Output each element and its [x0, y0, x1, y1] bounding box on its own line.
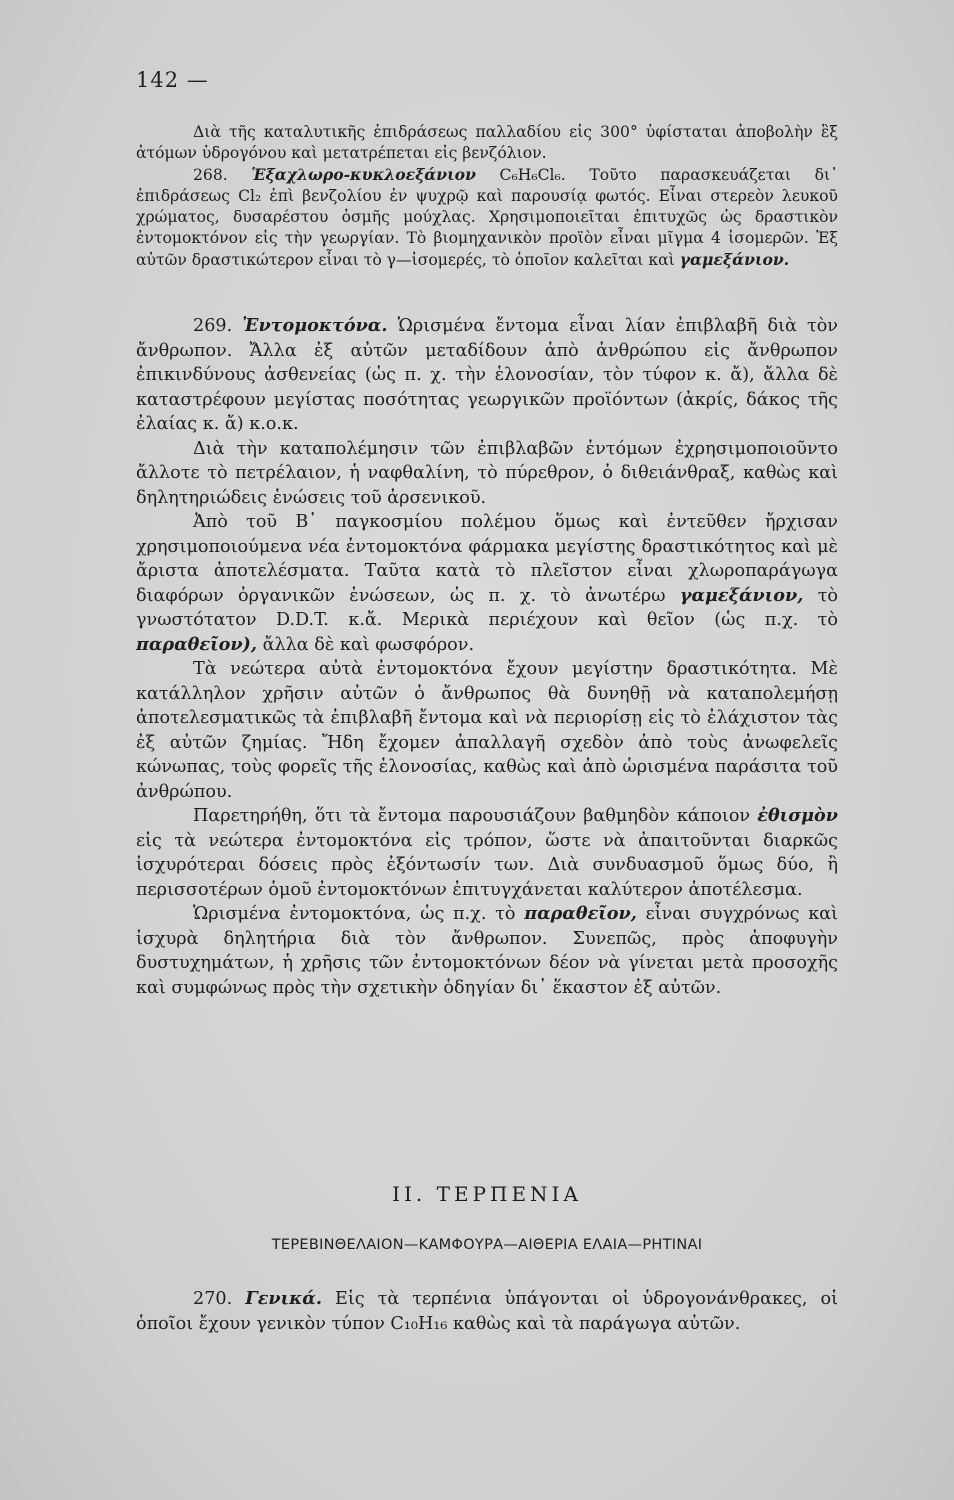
paragraph-old-methods: Διὰ τὴν καταπολέμησιν τῶν ἐπιβλαβῶν ἐντόμων ἐχρησιμοποιοῦντο ἄλλοτε τὸ πετρέλαιον, ἡ ναφθαλίνη, τὸ πύρεθρον, ὁ διθειάνθραξ, καθὼς καὶ δηλητηριώδεις ἑνώσεις τοῦ ἀρσενικοῦ. — [136, 438, 838, 508]
term-gammexane: γαμεξάνιον. — [679, 250, 790, 269]
paragraph-text: Παρετηρήθη, ὅτι τὰ ἔντομα παρουσιάζουν βαθμηδὸν κάποιον — [193, 806, 751, 826]
section-large-text — [136, 314, 838, 1000]
term-habituation: ἐθισμὸν — [757, 805, 838, 826]
section-small-text — [136, 122, 838, 271]
term-parathion: παραθεῖον), — [136, 633, 257, 655]
page-number: 142 — — [136, 68, 209, 92]
term-insecticides: Ἐντομοκτόνα. — [242, 315, 388, 336]
paragraph-resistance — [136, 804, 838, 902]
paragraph-text: ἄλλα δὲ καὶ φωσφόρον. — [262, 634, 475, 655]
paragraph-text: τὸ γνωστότατον D.D.T. κ.ἄ. Μερικὰ περιέχουν καὶ θεῖον (ὡς π.χ. τὸ — [136, 585, 839, 630]
paragraph-effectiveness: Τὰ νεώτερα αὐτὰ ἐντομοκτόνα ἔχουν μεγίστην δραστικότητα. Μὲ κατάλληλον χρῆσιν αὐτῶν ὁ ἄνθρωπος θὰ δυνηθῇ νὰ καταπολεμήσῃ ἀποτελεσματικῶς τὰ ἐπιβλαβῆ ἔντομα καὶ νὰ περιορίσῃ εἰς τὸ ἐλάχιστον τὰς ἐξ αὐτῶν ζημίας. Ἤδη ἔχομεν ἀπαλλαγῆ σχεδὸν ἀπὸ τοὺς ἀνωφελεῖς κώνωπας, τοὺς φορεῖς τῆς ἑλονοσίας, καθὼς καὶ ἀπὸ ὡρισμένα παράσιτα τοῦ ἀνθρώπου. — [136, 659, 838, 802]
paragraph-intro: Διὰ τῆς καταλυτικῆς ἐπιδράσεως παλλαδίου εἰς 300° ὑφίσταται ἀποβολὴν ἓξ ἀτόμων ὑδρογόνου καὶ μετατρέπεται εἰς βενζόλιον. — [136, 123, 838, 162]
term-parathion: παραθεῖον, — [524, 903, 637, 924]
term-hexachlorocyclohexane: Ἑξαχλωρο-κυκλοεξάνιον — [251, 165, 476, 184]
paragraph-269 — [136, 314, 838, 437]
section-terpenes — [136, 1287, 838, 1336]
section-number: 268. — [193, 166, 228, 184]
term-general: Γενικά. — [245, 1288, 322, 1309]
chemical-formula: C₁₀H₁₆ — [390, 1313, 448, 1334]
paragraph-text: Εἰς τὰ τερπένια ὑπάγονται οἱ ὑδρογονάνθρακες, οἱ ὁποῖοι ἔχουν γενικὸν τύπον — [136, 1289, 839, 1334]
chemical-formula: C₆H₆Cl₆. — [499, 166, 566, 184]
paragraph-text: καθὼς καὶ τὰ παράγωγα αὐτῶν. — [453, 1313, 741, 1334]
paragraph-text: εἰς τὰ νεώτερα ἐντομοκτόνα εἰς τρόπον, ὥστε νὰ ἀπαιτοῦνται διαρκῶς ἰσχυρότεραι δόσεις πρὸς ἐξόντωσίν των. Διὰ συνδυασμοῦ ὅμως δύο, ἢ περισσοτέρων ὁμοῦ ἐντομοκτόνων ἐπιτυγχάνεται καλύτερον ἀποτέλεσμα. — [136, 830, 838, 900]
section-number: 269. — [193, 316, 233, 336]
section-number: 270. — [193, 1289, 233, 1309]
term-gammexane: γαμεξάνιον, — [679, 584, 804, 606]
paragraph-text: εἶναι συγχρόνως καὶ ἰσχυρὰ δηλητήρια διὰ τὸν ἄνθρωπον. Συνεπῶς, πρὸς ἀποφυγὴν δυστυχημάτων, ἡ χρῆσις τῶν ἐντομοκτόνων δέον νὰ γίνεται μετὰ προσοχῆς καὶ συμφώνως πρὸς τὴν σχετικὴν ὁδηγίαν δι᾽ ἕκαστον ἐξ αὐτῶν. — [136, 904, 838, 998]
chapter-subheading: ΤΕΡΕΒΙΝΘΕΛΑΙΟΝ—ΚΑΜΦΟΥΡΑ—ΑΙΘΕΡΙΑ ΕΛΑΙΑ—ΡΗΤΙΝΑΙ — [271, 1237, 703, 1253]
paragraph-text: Τοῦτο παρασκευάζεται δι᾽ ἐπιδράσεως Cl₂ ἐπὶ βενζολίου ἐν ψυχρῷ καὶ παρουσίᾳ φωτός. Εἶναι στερεὸν λευκοῦ χρώματος, δυσαρέστου ὀσμῆς μούχλας. Χρησιμοποιεῖται ἐπιτυχῶς ὡς δραστικὸν ἐντομοκτόνον εἰς τὴν γεωργίαν. Τὸ βιομηχανικὸν προϊὸν εἶναι μῖγμα 4 ἰσομερῶν. Ἐξ αὐτῶν δραστικώτερον εἶναι τὸ γ—ἰσομερές, τὸ ὁποῖον καλεῖται καὶ — [136, 166, 838, 269]
paragraph-new-insecticides — [136, 510, 838, 657]
paragraph-toxicity — [136, 902, 838, 1000]
paragraph-268 — [136, 164, 838, 271]
paragraph-text: Ὡρισμένα ἔντομα εἶναι λίαν ἐπιβλαβῆ διὰ τὸν ἄνθρωπον. Ἄλλα ἐξ αὐτῶν μεταδίδουν ἀπὸ ἀνθρώπου εἰς ἄνθρωπον ἐπικινδύνους ἀσθενείας (ὡς π. χ. τὴν ἑλονοσίαν, τὸν τύφον κ. ἄ), ἄλλα δὲ καταστρέφουν μεγίστας ποσότητας γεωργικῶν προϊόντων (ἀκρίς, δάκος τῆς ἐλαίας κ. ἄ) κ.ο.κ. — [136, 316, 839, 434]
paragraph-270 — [136, 1287, 838, 1336]
paragraph-text: Ἀπὸ τοῦ Β᾽ παγκοσμίου πολέμου ὅμως καὶ ἐντεῦθεν ἤρχισαν χρησιμοποιούμενα νέα ἐντομοκτόνα φάρμακα μεγίστης δραστικότητος καὶ μὲ ἄριστα ἀποτελέσματα. Ταῦτα κατὰ τὸ πλεῖστον εἶναι χλωροπαράγωγα διαφόρων ὀργανικῶν ἑνώσεων, ὡς π. χ. τὸ ἀνωτέρω — [136, 512, 838, 606]
paragraph-text: Ὡρισμένα ἐντομοκτόνα, ὡς π.χ. τὸ — [193, 904, 516, 924]
chapter-heading: ΙΙ. ΤΕΡΠΕΝΙΑ — [392, 1182, 582, 1206]
